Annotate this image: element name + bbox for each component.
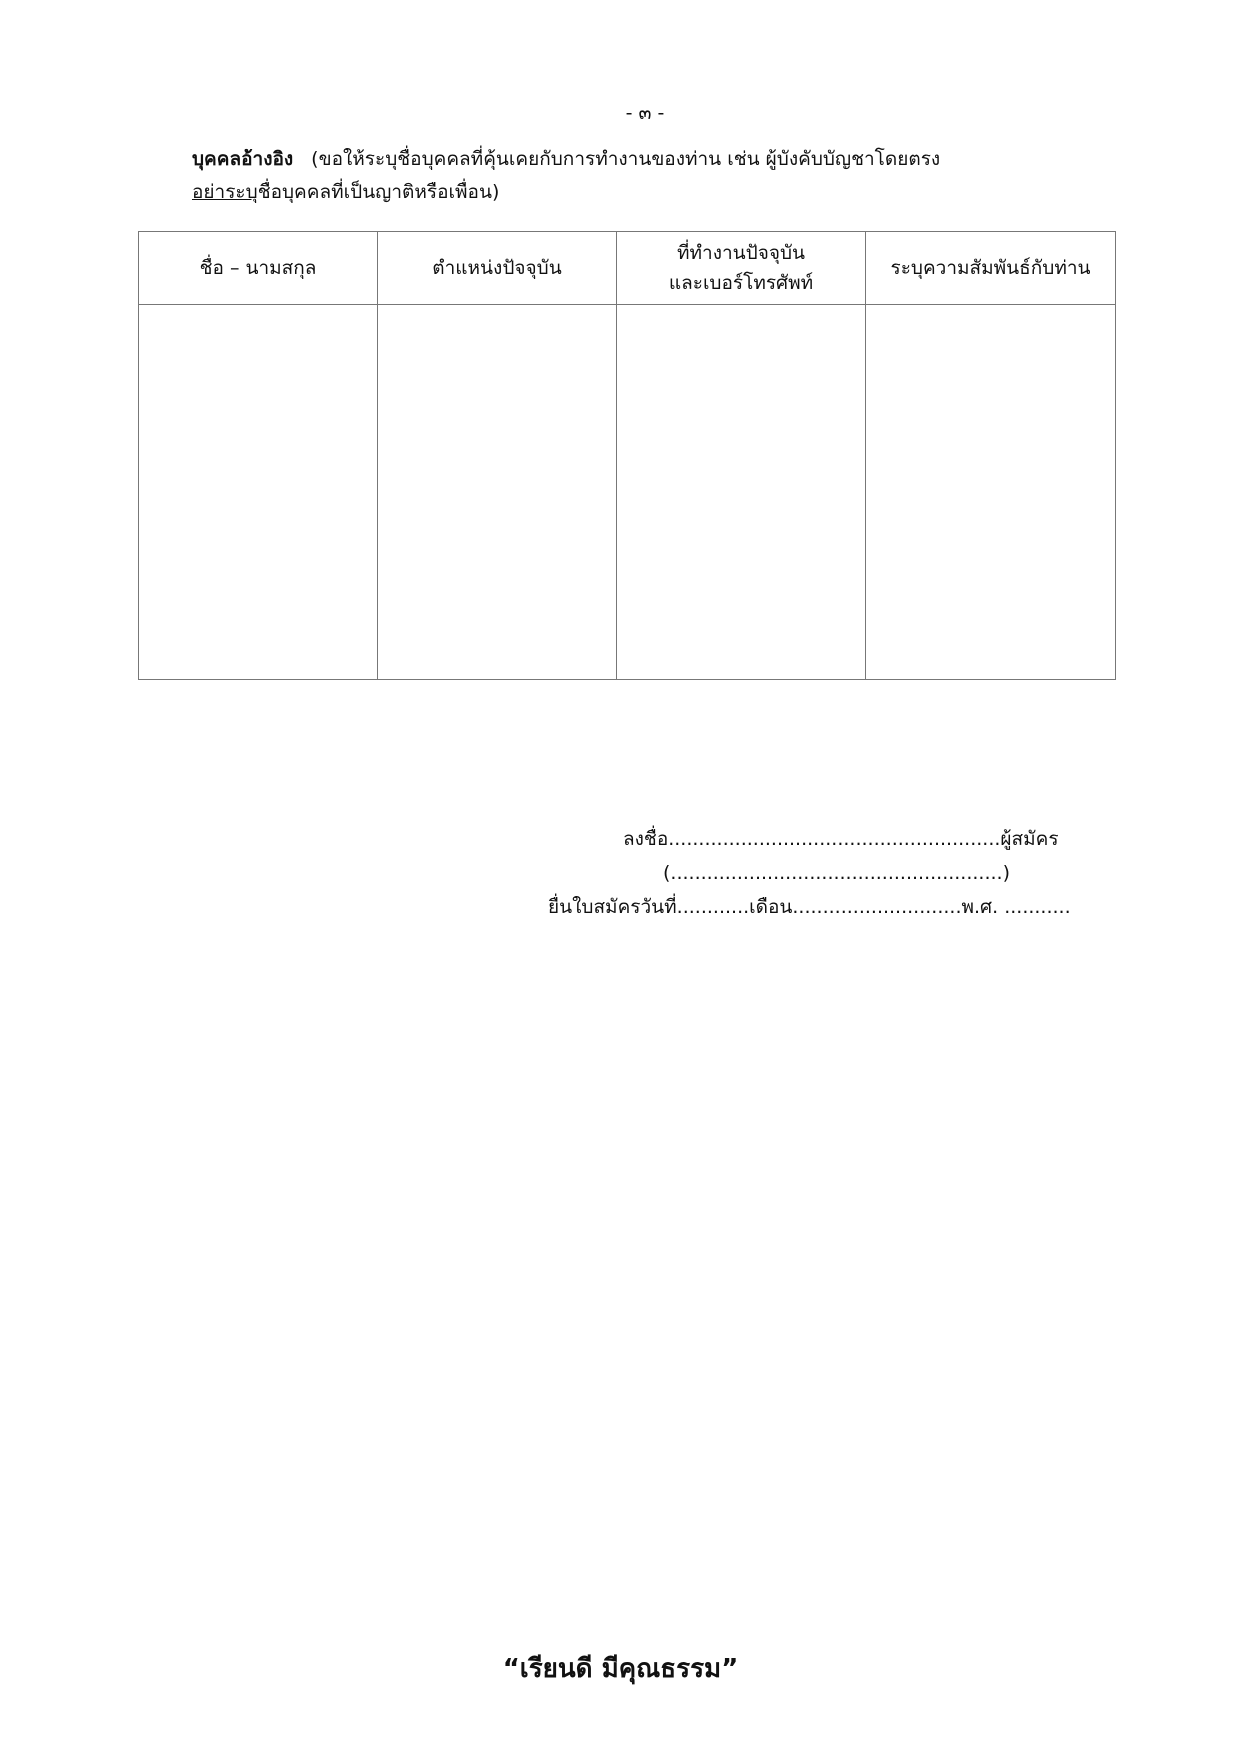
intro-line-1 [192,143,1132,176]
cell-workplace-phone[interactable] [617,305,866,680]
footer-motto: “เรียนดี มีคุณธรรม” [502,1654,739,1684]
header-position: ตำแหน่งปัจจุบัน [378,232,617,305]
name-line[interactable]: (.......................................................) [663,862,1011,884]
reference-table [138,231,1116,680]
intro-warning-rest: ชื่อบุคคลที่เป็นญาติหรือเพื่อน) [257,181,500,203]
table-header-row [139,232,1116,305]
header-workplace-line-1: ที่ทำงานปัจจุบัน [676,242,806,264]
signature-block [520,822,1080,924]
header-workplace-line-2: และเบอร์โทรศัพท์ [668,272,814,294]
intro-warning-underlined: อย่าระบุ [192,181,258,203]
header-name: ชื่อ – นามสกุล [139,232,378,305]
intro-description: (ขอให้ระบุชื่อบุคคลที่คุ้นเคยกับการทำงานของท่าน เช่น ผู้บังคับบัญชาโดยตรง [311,148,941,170]
intro-line-2 [192,176,1132,209]
header-relationship: ระบุความสัมพันธ์กับท่าน [866,232,1116,305]
cell-name[interactable] [139,305,378,680]
sign-line[interactable]: ลงชื่อ.......................................................ผู้สมัคร [623,828,1059,850]
section-heading: บุคคลอ้างอิง [192,148,294,170]
reference-intro [192,143,1132,209]
table-row [139,305,1116,680]
date-line[interactable]: ยื่นใบสมัครวันที่............เดือน............................พ.ศ. ........... [548,896,1071,918]
page-number: - ๓ - [625,102,665,124]
header-workplace-phone [617,232,866,305]
cell-position[interactable] [378,305,617,680]
cell-relationship[interactable] [866,305,1116,680]
